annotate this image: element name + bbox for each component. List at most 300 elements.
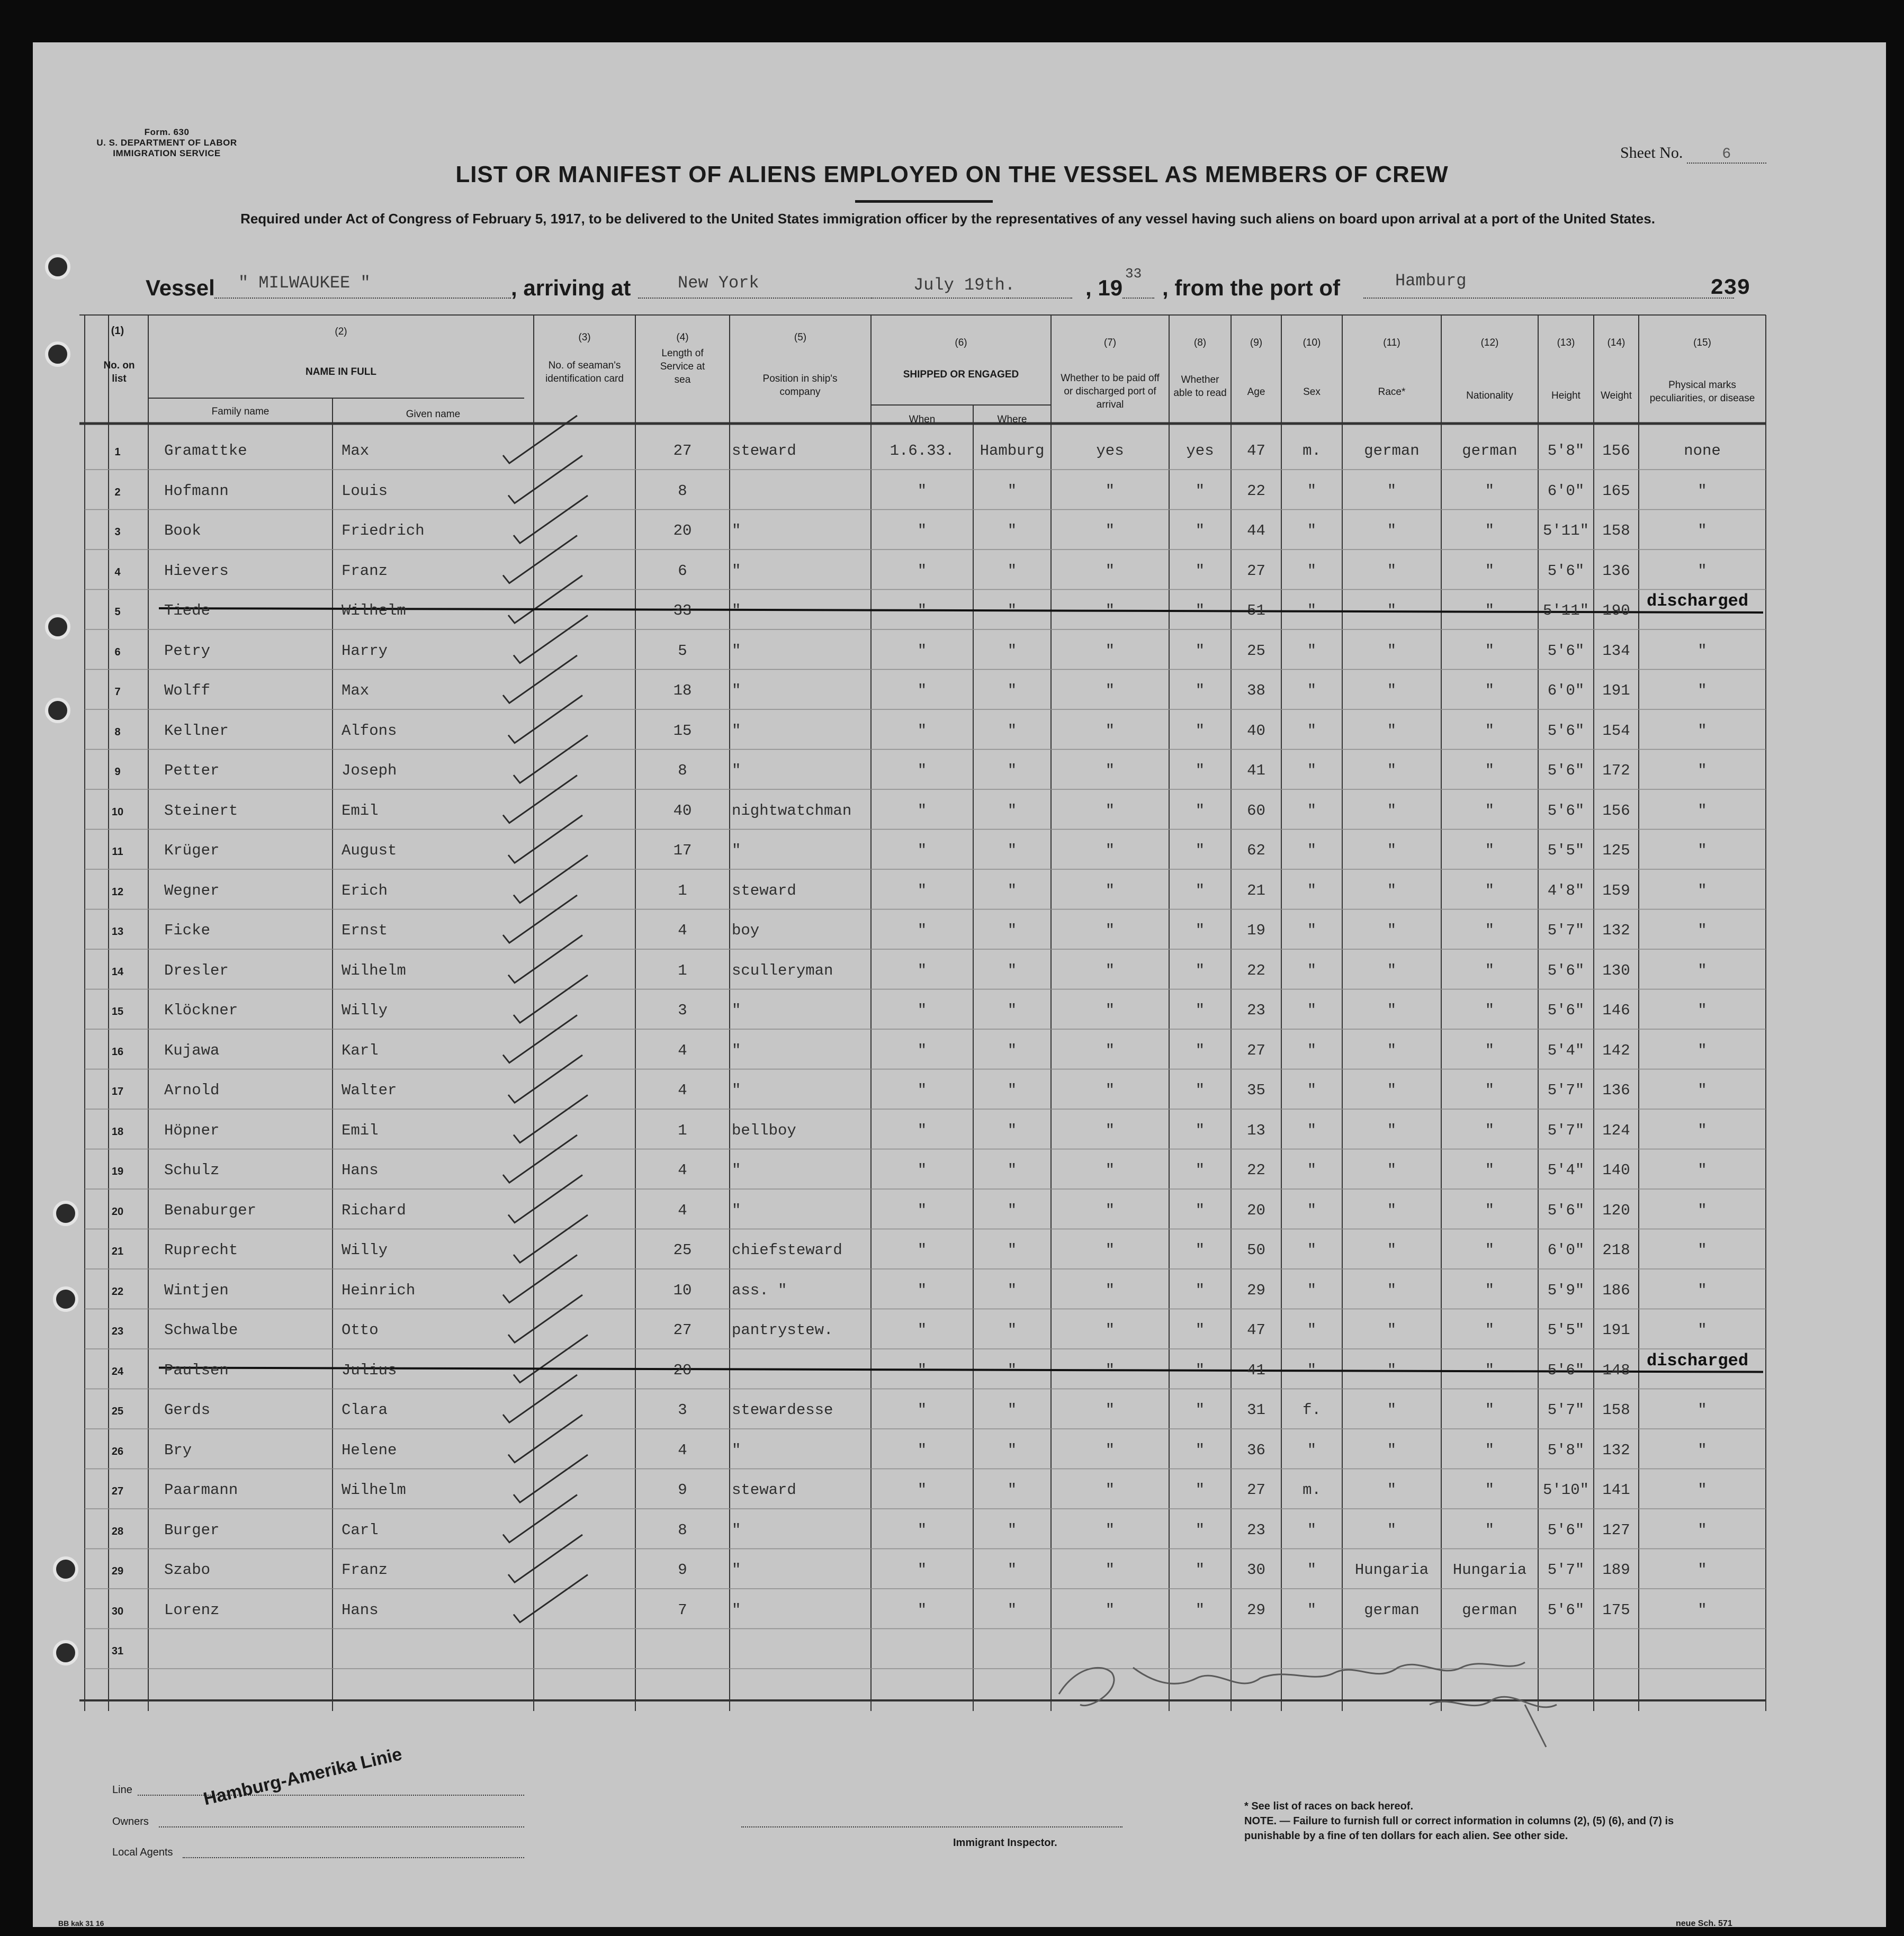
col-11-number: (11) — [1383, 337, 1400, 348]
col-14-number: (14) — [1607, 337, 1625, 348]
cell-when: " — [917, 562, 927, 580]
cell-paid: " — [1105, 1241, 1115, 1259]
footer-note — [1244, 1799, 1721, 1843]
row-number: 18 — [111, 1125, 124, 1138]
cell-marks: " — [1698, 1082, 1707, 1099]
cell-read: " — [1195, 1441, 1205, 1459]
row-number: 26 — [111, 1445, 124, 1457]
check-mark — [503, 1495, 577, 1543]
cell-family: Krüger — [164, 842, 220, 859]
cell-when: " — [917, 722, 927, 740]
binder-hole — [45, 698, 70, 723]
row-number: 5 — [114, 606, 121, 618]
cell-given: Wilhelm — [342, 1481, 406, 1499]
cell-service: 10 — [673, 1281, 692, 1299]
cell-family: Petry — [164, 642, 211, 660]
discharged-note: discharged — [1647, 591, 1749, 611]
cell-sex: " — [1307, 1201, 1317, 1219]
cell-read: yes — [1186, 442, 1214, 460]
cell-sex: " — [1307, 842, 1317, 859]
cell-race: " — [1387, 881, 1397, 899]
cell-service: 27 — [673, 1321, 692, 1339]
cell-height: 5'6" — [1547, 722, 1585, 740]
cell-nat: " — [1485, 961, 1495, 979]
cell-marks: " — [1698, 1441, 1707, 1459]
cell-height: 5'6" — [1547, 1002, 1585, 1019]
cell-race: " — [1387, 1241, 1397, 1259]
cell-sex: " — [1307, 1601, 1317, 1619]
col-4-header: Length of Service at sea — [660, 348, 705, 385]
col-6-header: SHIPPED OR ENGAGED — [903, 369, 1019, 380]
check-mark — [508, 815, 582, 863]
cell-given: Franz — [342, 562, 388, 580]
inspector-field — [741, 1826, 1122, 1827]
col-9-number: (9) — [1250, 337, 1263, 348]
cell-nat: " — [1485, 1521, 1495, 1539]
cell-height: 5'6" — [1547, 1201, 1585, 1219]
cell-when: " — [917, 1041, 927, 1059]
cell-marks: " — [1698, 1321, 1707, 1339]
cell-age: 38 — [1247, 682, 1265, 699]
cell-race: " — [1387, 522, 1397, 539]
cell-nat: " — [1485, 1481, 1495, 1499]
cell-height: 5'8" — [1547, 1441, 1585, 1459]
cell-height: 5'4" — [1547, 1041, 1585, 1059]
cell-where: " — [1007, 1041, 1017, 1059]
col-14-header: Weight — [1601, 390, 1632, 401]
cell-read: " — [1195, 722, 1205, 740]
row-number: 12 — [111, 886, 124, 898]
col-2b-header: Given name — [406, 409, 461, 420]
cell-family: Kellner — [164, 722, 229, 740]
cell-weight: 190 — [1602, 602, 1630, 619]
cell-given: Hans — [342, 1161, 379, 1179]
cell-sex: " — [1307, 562, 1317, 580]
cell-when: " — [917, 1361, 927, 1379]
cell-sex: " — [1307, 522, 1317, 539]
cell-service: 5 — [678, 642, 687, 660]
cell-paid: " — [1105, 881, 1115, 899]
cell-race: " — [1387, 1281, 1397, 1299]
row-number: 28 — [111, 1525, 124, 1537]
owners-label: Owners — [112, 1816, 149, 1827]
cell-nat: " — [1485, 482, 1495, 500]
cell-paid: " — [1105, 1561, 1115, 1579]
cell-position: nightwatchman — [732, 802, 852, 820]
cell-height: 5'6" — [1547, 642, 1585, 660]
col-7-number: (7) — [1103, 337, 1117, 348]
cell-family: Petter — [164, 762, 220, 779]
col-1-header: No. on list — [103, 360, 135, 384]
cell-sex: " — [1307, 1241, 1317, 1259]
cell-read: " — [1195, 1321, 1205, 1339]
cell-sex: " — [1307, 1321, 1317, 1339]
cell-family: Wolff — [164, 682, 211, 699]
cell-race: " — [1387, 1321, 1397, 1339]
col-10-header: Sex — [1303, 386, 1321, 398]
cell-position: " — [732, 1561, 741, 1579]
cell-when: " — [917, 881, 927, 899]
cell-race: german — [1364, 442, 1420, 460]
cell-marks: " — [1698, 522, 1707, 539]
cell-paid: " — [1105, 1361, 1115, 1379]
check-mark — [508, 1535, 582, 1582]
cell-nat: " — [1485, 1161, 1495, 1179]
cell-weight: 124 — [1602, 1121, 1630, 1139]
cell-race: " — [1387, 802, 1397, 820]
row-number: 2 — [114, 486, 121, 498]
from-port-label: , from the port of — [1162, 275, 1340, 300]
cell-race: " — [1387, 842, 1397, 859]
cell-when: " — [917, 522, 927, 539]
row-number: 23 — [111, 1326, 124, 1337]
row-number: 13 — [111, 926, 124, 938]
cell-age: 22 — [1247, 961, 1265, 979]
row-number: 19 — [111, 1166, 124, 1177]
cell-service: 15 — [673, 722, 692, 740]
cell-service: 33 — [673, 602, 692, 619]
cell-when: " — [917, 682, 927, 699]
cell-service: 7 — [678, 1601, 687, 1619]
cell-given: Willy — [342, 1241, 388, 1259]
cell-where: " — [1007, 1281, 1017, 1299]
cell-marks: " — [1698, 1201, 1707, 1219]
cell-given: Erich — [342, 881, 388, 899]
cell-read: " — [1195, 602, 1205, 619]
cell-paid: " — [1105, 922, 1115, 939]
cell-position: stewardesse — [732, 1401, 833, 1419]
col-1-number: (1) — [111, 325, 124, 337]
cell-sex: " — [1307, 642, 1317, 660]
cell-age: 20 — [1247, 1201, 1265, 1219]
cell-paid: " — [1105, 762, 1115, 779]
cell-race: german — [1364, 1601, 1420, 1619]
cell-height: 5'9" — [1547, 1281, 1585, 1299]
cell-sex: " — [1307, 682, 1317, 699]
cell-weight: 136 — [1602, 562, 1630, 580]
cell-paid: " — [1105, 1281, 1115, 1299]
cell-age: 40 — [1247, 722, 1265, 740]
cell-sex: " — [1307, 1041, 1317, 1059]
cell-weight: 154 — [1602, 722, 1630, 740]
cell-where: " — [1007, 722, 1017, 740]
stamp-number: 239 — [1710, 275, 1750, 301]
cell-nat: " — [1485, 1281, 1495, 1299]
cell-marks: " — [1698, 842, 1707, 859]
check-mark — [508, 696, 582, 743]
col-5-number: (5) — [794, 332, 807, 343]
cell-age: 27 — [1247, 1481, 1265, 1499]
cell-where: " — [1007, 1561, 1017, 1579]
cell-age: 50 — [1247, 1241, 1265, 1259]
cell-race: " — [1387, 1082, 1397, 1099]
cell-where: " — [1007, 1401, 1017, 1419]
col-11-header: Race* — [1378, 386, 1406, 398]
cell-nat: " — [1485, 1082, 1495, 1099]
cell-marks: " — [1698, 1401, 1707, 1419]
binder-hole — [53, 1286, 78, 1312]
cell-weight: 158 — [1602, 522, 1630, 539]
cell-weight: 120 — [1602, 1201, 1630, 1219]
cell-age: 25 — [1247, 642, 1265, 660]
col-13-number: (13) — [1557, 337, 1575, 348]
cell-nat: " — [1485, 922, 1495, 939]
cell-position: bellboy — [732, 1121, 796, 1139]
cell-service: 4 — [678, 1082, 687, 1099]
cell-sex: " — [1307, 722, 1317, 740]
cell-sex: " — [1307, 881, 1317, 899]
cell-family: Szabo — [164, 1561, 211, 1579]
arrival-date: July 19th. — [913, 275, 1016, 295]
cell-when: " — [917, 922, 927, 939]
cell-where: " — [1007, 682, 1017, 699]
cell-given: Joseph — [342, 762, 397, 779]
cell-read: " — [1195, 482, 1205, 500]
binder-hole — [45, 341, 70, 367]
row-number: 15 — [111, 1006, 124, 1017]
cell-marks: " — [1698, 1561, 1707, 1579]
cell-race: " — [1387, 961, 1397, 979]
cell-weight: 165 — [1602, 482, 1630, 500]
owners-field — [159, 1826, 524, 1827]
cell-weight: 189 — [1602, 1561, 1630, 1579]
cell-service: 20 — [673, 1361, 692, 1379]
cell-paid: " — [1105, 562, 1115, 580]
cell-sex: m. — [1303, 1481, 1321, 1499]
binder-hole — [45, 254, 70, 280]
cell-given: Alfons — [342, 722, 397, 740]
year-value: 33 — [1125, 266, 1142, 282]
cell-race: " — [1387, 682, 1397, 699]
cell-nat: " — [1485, 1041, 1495, 1059]
cell-family: Gramattke — [164, 442, 247, 460]
cell-nat: " — [1485, 1401, 1495, 1419]
cell-paid: " — [1105, 1441, 1115, 1459]
cell-when: " — [917, 842, 927, 859]
cell-where: " — [1007, 1321, 1017, 1339]
cell-read: " — [1195, 1002, 1205, 1019]
cell-where: " — [1007, 1521, 1017, 1539]
cell-height: 6'0" — [1547, 1241, 1585, 1259]
cell-sex: f. — [1303, 1401, 1321, 1419]
cell-service: 4 — [678, 1441, 687, 1459]
cell-position: steward — [732, 1481, 796, 1499]
cell-service: 1 — [678, 961, 687, 979]
cell-nat: " — [1485, 522, 1495, 539]
row-number: 29 — [111, 1565, 124, 1577]
cell-family: Schulz — [164, 1161, 220, 1179]
check-mark — [508, 1175, 582, 1223]
cell-weight: 156 — [1602, 442, 1630, 460]
cell-height: 5'6" — [1547, 961, 1585, 979]
cell-age: 35 — [1247, 1082, 1265, 1099]
cell-given: Walter — [342, 1082, 397, 1099]
year-prefix: , 19 — [1085, 275, 1123, 300]
cell-position: " — [732, 1201, 741, 1219]
cell-sex: " — [1307, 1281, 1317, 1299]
cell-paid: " — [1105, 1201, 1115, 1219]
cell-service: 3 — [678, 1002, 687, 1019]
cell-given: Julius — [342, 1361, 397, 1379]
cell-race: " — [1387, 1441, 1397, 1459]
cell-family: Klöckner — [164, 1002, 238, 1019]
col-3-header: No. of seaman's identification card — [545, 360, 624, 384]
cell-when: " — [917, 1561, 927, 1579]
cell-nat: " — [1485, 1361, 1495, 1379]
cell-when: " — [917, 1161, 927, 1179]
row-number: 30 — [111, 1605, 124, 1617]
cell-where: " — [1007, 842, 1017, 859]
cell-service: 8 — [678, 762, 687, 779]
cell-paid: " — [1105, 602, 1115, 619]
cell-where: " — [1007, 762, 1017, 779]
cell-family: Book — [164, 522, 201, 539]
cell-weight: 141 — [1602, 1481, 1630, 1499]
check-mark — [508, 935, 582, 983]
cell-given: Emil — [342, 802, 379, 820]
line-field — [138, 1795, 524, 1796]
cell-position: " — [732, 682, 741, 699]
cell-service: 20 — [673, 522, 692, 539]
row-number: 9 — [114, 766, 121, 778]
cell-marks: " — [1698, 961, 1707, 979]
cell-family: Benaburger — [164, 1201, 257, 1219]
cell-nat: " — [1485, 562, 1495, 580]
cell-sex: " — [1307, 1121, 1317, 1139]
cell-weight: 159 — [1602, 881, 1630, 899]
cell-weight: 127 — [1602, 1521, 1630, 1539]
cell-marks: " — [1698, 482, 1707, 500]
row-number: 20 — [111, 1205, 124, 1218]
cell-height: 5'10" — [1542, 1481, 1589, 1499]
cell-service: 1 — [678, 1121, 687, 1139]
cell-weight: 191 — [1602, 1321, 1630, 1339]
line-label: Line — [112, 1784, 132, 1796]
cell-paid: " — [1105, 1481, 1115, 1499]
cell-paid: " — [1105, 1082, 1115, 1099]
cell-marks: " — [1698, 1281, 1707, 1299]
cell-weight: 148 — [1602, 1361, 1630, 1379]
cell-position: " — [732, 1521, 741, 1539]
row-number: 6 — [114, 646, 121, 658]
cell-marks: " — [1698, 1241, 1707, 1259]
cell-position: pantrystew. — [732, 1321, 833, 1339]
cell-when: " — [917, 1241, 927, 1259]
cell-nat: " — [1485, 842, 1495, 859]
cell-marks: " — [1698, 722, 1707, 740]
cell-age: 44 — [1247, 522, 1265, 539]
cell-nat: " — [1485, 1121, 1495, 1139]
cell-where: " — [1007, 1481, 1017, 1499]
cell-age: 21 — [1247, 881, 1265, 899]
sheet-number-value: 6 — [1687, 146, 1766, 164]
cell-given: Clara — [342, 1401, 388, 1419]
cell-service: 4 — [678, 922, 687, 939]
cell-read: " — [1195, 1201, 1205, 1219]
cell-height: 5'6" — [1547, 762, 1585, 779]
cell-height: 6'0" — [1547, 482, 1585, 500]
cell-position: chiefsteward — [732, 1241, 842, 1259]
cell-family: Wintjen — [164, 1281, 229, 1299]
cell-given: Harry — [342, 642, 388, 660]
cell-given: Wilhelm — [342, 602, 406, 619]
cell-when: 1.6.33. — [890, 442, 955, 460]
cell-nat: " — [1485, 1002, 1495, 1019]
cell-read: " — [1195, 1401, 1205, 1419]
cell-read: " — [1195, 522, 1205, 539]
cell-marks: " — [1698, 642, 1707, 660]
cell-age: 41 — [1247, 762, 1265, 779]
cell-read: " — [1195, 1281, 1205, 1299]
row-number: 31 — [111, 1645, 124, 1657]
sheet-number: Sheet No. 6 — [1620, 144, 1766, 164]
cell-paid: " — [1105, 961, 1115, 979]
cell-weight: 132 — [1602, 922, 1630, 939]
cell-sex: " — [1307, 762, 1317, 779]
cell-race: " — [1387, 1161, 1397, 1179]
cell-sex: " — [1307, 1521, 1317, 1539]
cell-read: " — [1195, 1121, 1205, 1139]
cell-nat: " — [1485, 602, 1495, 619]
cell-sex: " — [1307, 1082, 1317, 1099]
check-mark — [508, 575, 582, 623]
cell-position: steward — [732, 881, 796, 899]
cell-given: Otto — [342, 1321, 379, 1339]
cell-race: " — [1387, 1521, 1397, 1539]
cell-race: " — [1387, 1401, 1397, 1419]
cell-position: " — [732, 602, 741, 619]
cell-family: Arnold — [164, 1082, 220, 1099]
cell-paid: " — [1105, 1161, 1115, 1179]
cell-where: " — [1007, 642, 1017, 660]
cell-age: 51 — [1247, 602, 1265, 619]
check-mark — [508, 1055, 582, 1103]
row-number: 8 — [114, 726, 121, 738]
cell-service: 3 — [678, 1401, 687, 1419]
cell-sex: " — [1307, 1161, 1317, 1179]
cell-position: " — [732, 1041, 741, 1059]
cell-family: Schwalbe — [164, 1321, 238, 1339]
page-subtitle: Required under Act of Congress of February 5, 1917, to be delivered to the United States immigration officer by the representatives of any vessel having such aliens on board upon arrival at a port of the United States. — [240, 211, 1655, 227]
cell-weight: 140 — [1602, 1161, 1630, 1179]
cell-height: 5'6" — [1547, 1361, 1585, 1379]
cell-read: " — [1195, 1082, 1205, 1099]
cell-family: Gerds — [164, 1401, 211, 1419]
vessel-label: Vessel — [146, 275, 215, 300]
cell-given: Willy — [342, 1002, 388, 1019]
cell-read: " — [1195, 1481, 1205, 1499]
cell-position: " — [732, 1161, 741, 1179]
cell-sex: " — [1307, 1441, 1317, 1459]
cell-position: " — [732, 522, 741, 539]
cell-paid: " — [1105, 1002, 1115, 1019]
cell-family: Tiede — [164, 602, 211, 619]
cell-weight: 125 — [1602, 842, 1630, 859]
cell-age: 47 — [1247, 1321, 1265, 1339]
cell-sex: " — [1307, 802, 1317, 820]
cell-sex: " — [1307, 922, 1317, 939]
cell-when: " — [917, 1082, 927, 1099]
from-port: Hamburg — [1395, 271, 1467, 291]
cell-where: " — [1007, 961, 1017, 979]
cell-marks: " — [1698, 881, 1707, 899]
line-stamp: Hamburg-Amerika Linie — [201, 1744, 404, 1809]
cell-age: 19 — [1247, 922, 1265, 939]
cell-read: " — [1195, 842, 1205, 859]
check-marks — [503, 416, 588, 1623]
check-mark — [508, 1415, 582, 1463]
cell-given: Heinrich — [342, 1281, 416, 1299]
